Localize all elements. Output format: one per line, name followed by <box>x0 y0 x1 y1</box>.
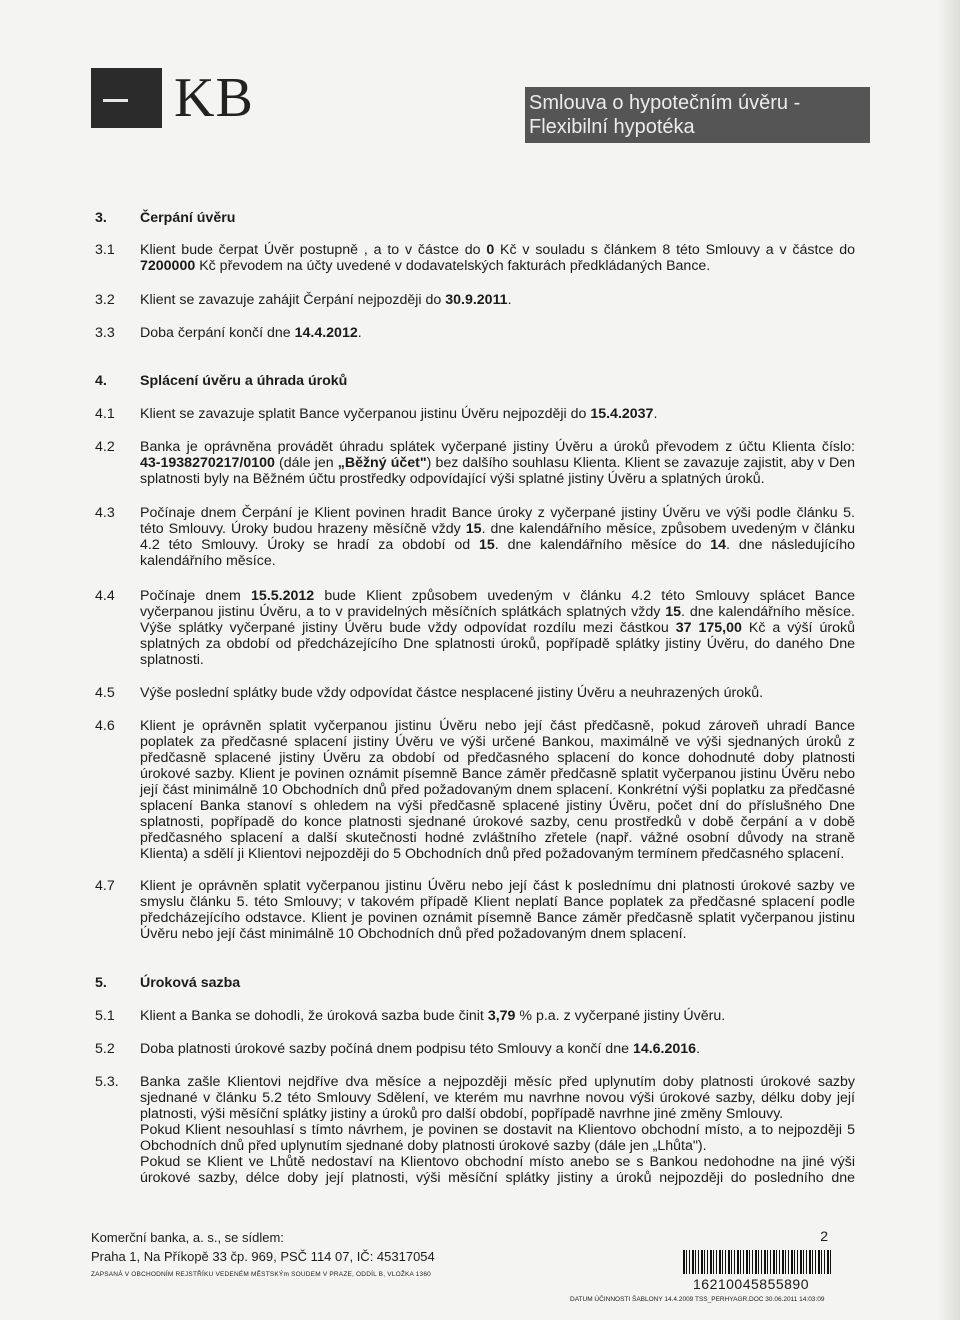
footer-bank-name: Komerční banka, a. s., se sídlem: <box>91 1230 284 1245</box>
kb-logo-text: KB <box>174 67 254 129</box>
document-title-line2: Flexibilní hypotéka <box>529 116 695 138</box>
barcode-number: 16210045855890 <box>693 1276 810 1292</box>
kb-logo-mark <box>91 68 162 128</box>
footer-registry: ZAPSANÁ V OBCHODNÍM REJSTŘÍKU VEDENÉM MĚSTSKÝm SOUDEM V PRAZE, ODDÍL B, VLOŽKA 1360 <box>91 1271 431 1278</box>
page-number: 2 <box>820 1228 828 1244</box>
footer-address: Praha 1, Na Příkopě 33 čp. 969, PSČ 114 07, IČ: 45317054 <box>91 1249 435 1264</box>
document-title-box <box>525 87 870 143</box>
template-meta: DATUM ÚČINNOSTI ŠABLONY 14.4.2009 TSS_PERHYAGR.DOC 30.06.2011 14:03:09 <box>570 1296 825 1303</box>
page-edge-shadow <box>938 0 960 1320</box>
barcode <box>683 1250 831 1274</box>
document-title-line1: Smlouva o hypotečním úvěru - <box>529 92 801 114</box>
